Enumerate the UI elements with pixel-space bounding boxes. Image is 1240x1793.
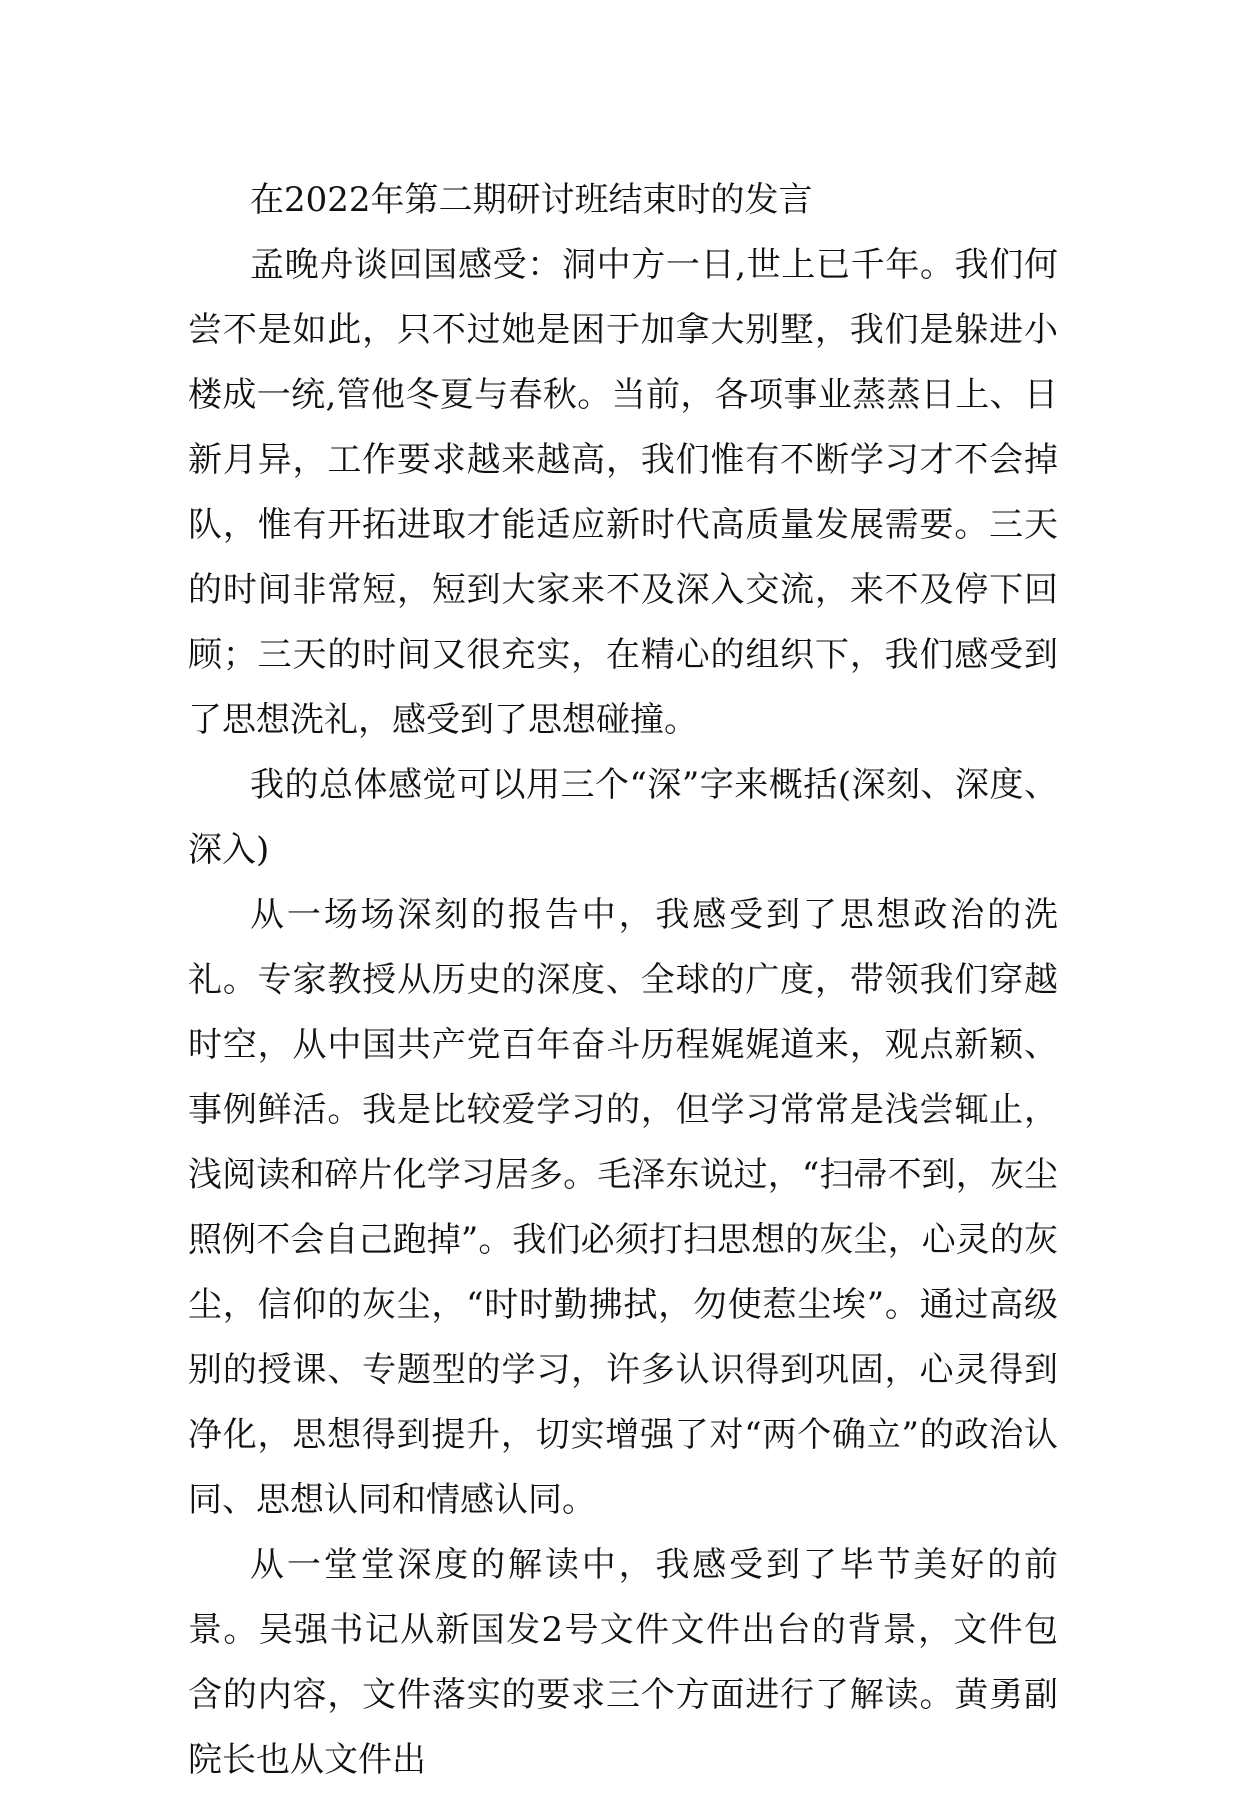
paragraph-summary: 我的总体感觉可以用三个“深”字来概括(深刻、深度、深入)	[188, 765, 1058, 870]
document-title: 在2022年第二期研讨班结束时的发言	[250, 180, 813, 220]
paragraph-interpretation: 从一堂堂深度的解读中，我感受到了毕节美好的前景。吴强书记从新国发2号文件文件出台的背景，文件包含的内容，文件落实的要求三个方面进行了解读。黄勇副院长也从文件出	[188, 1545, 1058, 1780]
document-body	[188, 168, 1058, 1793]
paragraph-reports: 从一场场深刻的报告中，我感受到了思想政治的洗礼。专家教授从历史的深度、全球的广度，带领我们穿越时空，从中国共产党百年奋斗历程娓娓道来，观点新颖、事例鲜活。我是比较爱学习的，但学习常常是浅尝辄止，浅阅读和碎片化学习居多。毛泽东说过，“扫帚不到，灰尘照例不会自己跑掉”。我们必须打扫思想的灰尘，心灵的灰尘，信仰的灰尘，“时时勤拂拭，勿使惹尘埃”。通过高级别的授课、专题型的学习，许多认识得到巩固，心灵得到净化，思想得到提升，切实增强了对“两个确立”的政治认同、思想认同和情感认同。	[188, 895, 1058, 1520]
paragraph-intro: 孟晚舟谈回国感受：洞中方一日,世上已千年。我们何尝不是如此，只不过她是困于加拿大别墅，我们是躲进小楼成一统,管他冬夏与春秋。当前，各项事业蒸蒸日上、日新月异，工作要求越来越高，我们惟有不断学习才不会掉队，惟有开拓进取才能适应新时代高质量发展需要。三天的时间非常短，短到大家来不及深入交流，来不及停下回顾；三天的时间又很充实，在精心的组织下，我们感受到了思想洗礼，感受到了思想碰撞。	[188, 245, 1058, 740]
